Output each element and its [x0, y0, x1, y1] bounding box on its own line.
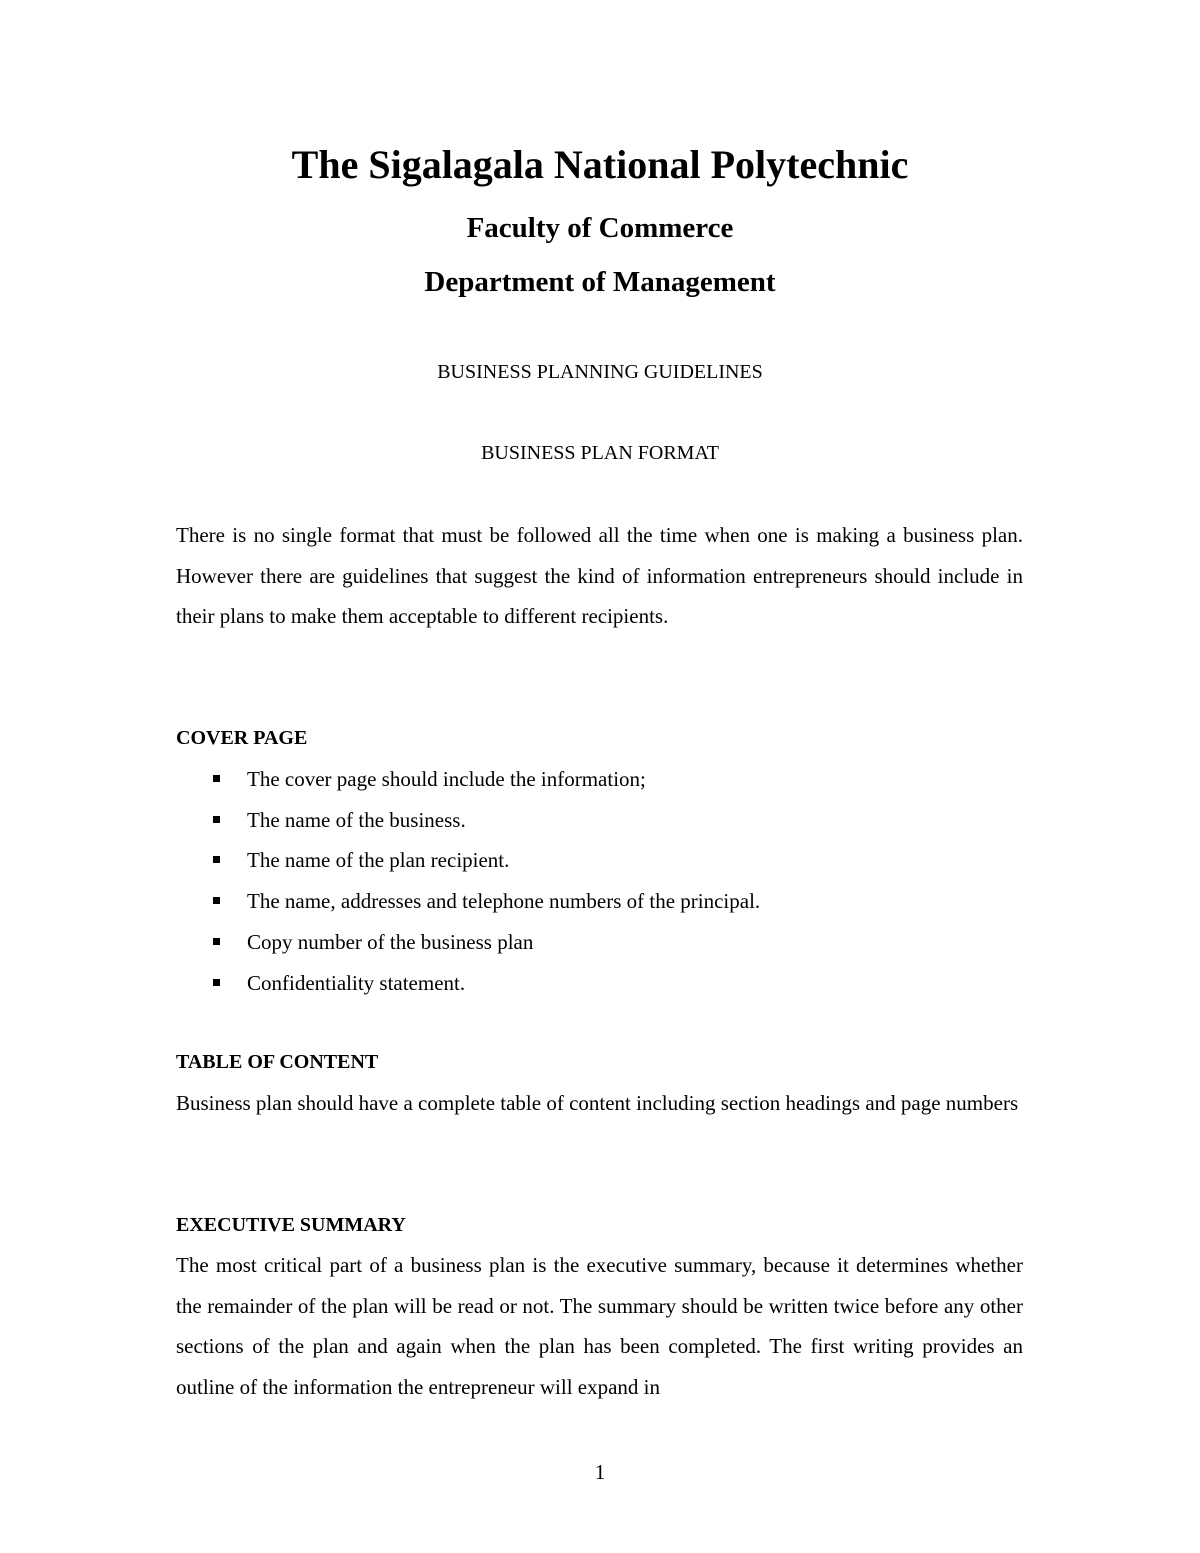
square-bullet-icon [213, 775, 220, 782]
cover-page-list-container [176, 759, 1023, 1003]
square-bullet-icon [213, 938, 220, 945]
table-of-content-paragraph: Business plan should have a complete table of content including section headings and page numbers [176, 1091, 1019, 1115]
list-item-text: The name of the plan recipient. [247, 848, 510, 873]
list-item [176, 840, 1023, 881]
list-item [176, 881, 1023, 922]
square-bullet-icon [213, 856, 220, 863]
executive-summary-paragraph: The most critical part of a business plan is the executive summary, because it determines whether the remainder of the plan will be read or not. The summary should be written twice before any other sections of the plan and again when the plan has been completed. The first writing provides an outline of the information the entrepreneur will expand in [176, 1253, 1023, 1400]
department-title: Department of Management [424, 266, 776, 298]
table-of-content-heading: TABLE OF CONTENT [176, 1051, 379, 1073]
faculty-title: Faculty of Commerce [466, 212, 734, 244]
list-item [176, 759, 1023, 800]
cover-page-heading: COVER PAGE [176, 727, 308, 749]
cover-page-list [176, 759, 1023, 1003]
list-item-text: Confidentiality statement. [247, 970, 466, 995]
list-item-text: The cover page should include the information; [247, 767, 646, 791]
executive-summary-heading: EXECUTIVE SUMMARY [176, 1214, 406, 1236]
square-bullet-icon [213, 816, 220, 823]
list-item-text: Copy number of the business plan [247, 929, 534, 954]
format-heading: BUSINESS PLAN FORMAT [481, 442, 719, 464]
guidelines-heading: BUSINESS PLANNING GUIDELINES [437, 361, 763, 383]
institution-title: The Sigalagala National Polytechnic [291, 142, 909, 187]
page-number: 1 [594, 1460, 606, 1484]
list-item [176, 800, 1023, 841]
square-bullet-icon [213, 897, 220, 904]
list-item-text: The name, addresses and telephone numbers of the principal. [247, 889, 761, 914]
list-item [176, 922, 1023, 963]
square-bullet-icon [213, 979, 220, 986]
intro-paragraph: There is no single format that must be followed all the time when one is making a business plan. However there are guidelines that suggest the kind of information entrepreneurs should include in their plans to make them acceptable to different recipients. [176, 523, 1023, 629]
list-item-text: The name of the business. [247, 807, 466, 832]
list-item [176, 963, 1023, 1004]
